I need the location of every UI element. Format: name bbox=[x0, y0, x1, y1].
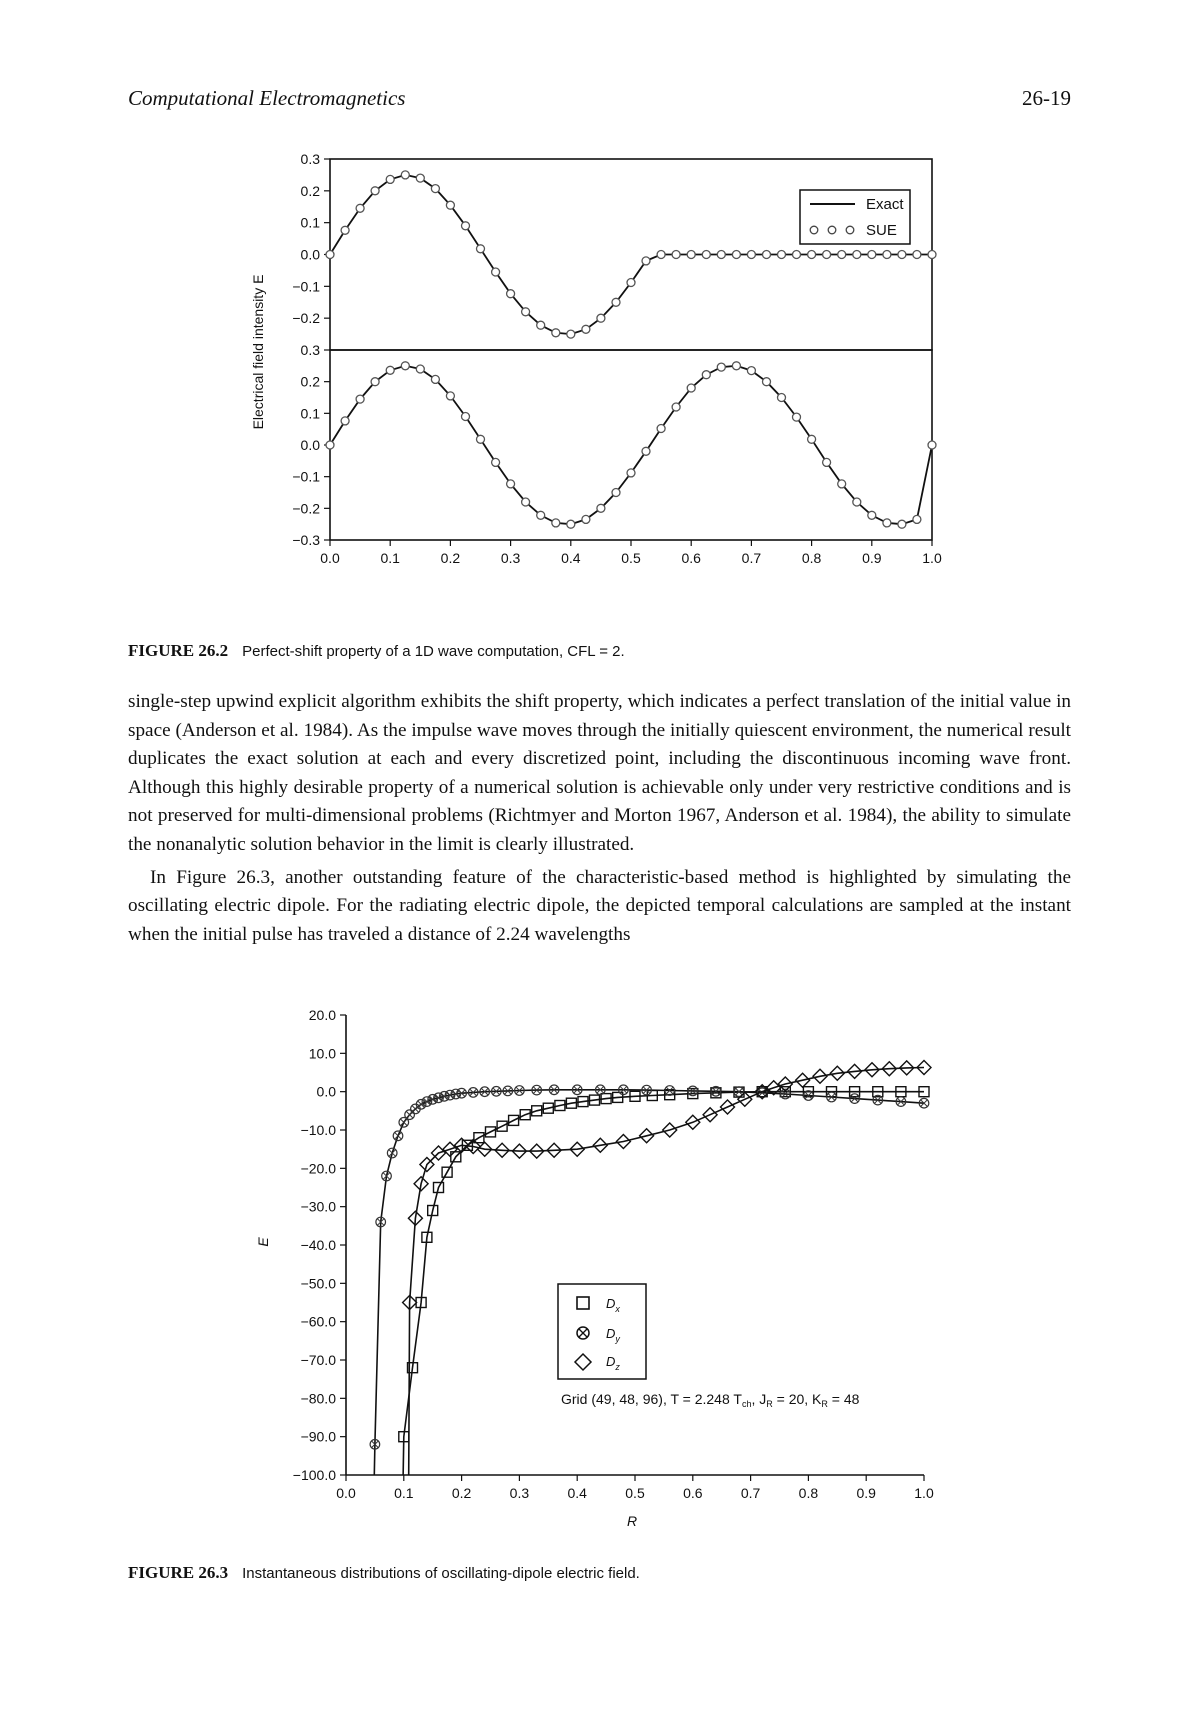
fig3-ytick-label: −70.0 bbox=[300, 1352, 336, 1368]
fig2-bottom-sue-point bbox=[702, 371, 710, 379]
fig2-top-sue-point bbox=[868, 251, 876, 259]
fig3-ytick-label: −20.0 bbox=[300, 1160, 336, 1177]
fig3-legend-dx-sub: x bbox=[615, 1304, 620, 1314]
fig3-x-axis-label: R bbox=[626, 1513, 638, 1529]
fig2-top-sue-point bbox=[446, 201, 454, 209]
figure-26-3-caption bbox=[128, 1563, 640, 1583]
fig2-top-sue-point bbox=[552, 329, 560, 337]
running-head-title: Computational Electromagnetics bbox=[128, 86, 406, 110]
fig2-bottom-sue-point bbox=[416, 365, 424, 373]
fig2-bottom-sue-point bbox=[913, 515, 921, 523]
fig3-ytick-label: 20.0 bbox=[308, 1007, 336, 1023]
page-number: 26-19 bbox=[1022, 86, 1071, 110]
fig2-top-sue-point bbox=[793, 251, 801, 259]
fig2-top-sue-point bbox=[522, 308, 530, 316]
fig2-bottom-sue-point bbox=[687, 384, 695, 392]
fig2-top-sue-point bbox=[326, 251, 334, 259]
fig2-top-sue-point bbox=[838, 251, 846, 259]
fig2-top-sue-point bbox=[567, 330, 575, 338]
fig3-annotation-tail3: = 48 bbox=[827, 1391, 860, 1407]
fig2-bottom-sue-point bbox=[808, 435, 816, 443]
fig3-ytick-label: −40.0 bbox=[300, 1237, 336, 1253]
fig2-top-sue-point bbox=[462, 222, 470, 230]
fig3-xtick-label: 0.1 bbox=[394, 1485, 414, 1501]
fig2-bottom-sue-point bbox=[341, 417, 349, 425]
fig2-top-sue-point bbox=[401, 171, 409, 179]
fig2-xtick-label: 0.8 bbox=[801, 550, 822, 566]
fig2-top-sue-point bbox=[702, 251, 710, 259]
fig3-y-axis-label: E bbox=[255, 1237, 271, 1247]
fig3-xtick-label: 1.0 bbox=[914, 1485, 934, 1501]
fig2-bottom-sue-point bbox=[492, 458, 500, 466]
fig2-bottom-sue-point bbox=[732, 362, 740, 370]
fig3-ytick-label: 10.0 bbox=[308, 1045, 336, 1062]
fig2-bottom-ytick-label: 0.0 bbox=[300, 437, 320, 453]
fig2-xtick-label: 0.4 bbox=[561, 550, 581, 566]
fig2-bottom-sue-point bbox=[853, 498, 861, 506]
fig2-bottom-sue-point bbox=[612, 489, 620, 497]
fig3-ytick-label: −30.0 bbox=[300, 1198, 336, 1215]
fig2-bottom-sue-point bbox=[582, 515, 590, 523]
fig3-ytick-label: 0.0 bbox=[316, 1083, 336, 1100]
fig2-xtick-label: 0.5 bbox=[621, 550, 641, 566]
fig2-top-ytick-label: 0.1 bbox=[300, 214, 320, 231]
fig3-xtick-label: 0.6 bbox=[683, 1485, 703, 1501]
fig2-top-sue-point bbox=[928, 251, 936, 259]
fig3-xtick-label: 0.8 bbox=[798, 1485, 819, 1501]
fig2-bottom-sue-point bbox=[868, 511, 876, 519]
fig2-xtick-label: 0.1 bbox=[380, 550, 400, 566]
fig3-legend-dz-sub: z bbox=[615, 1362, 620, 1372]
figure-26-3-chart bbox=[0, 996, 1200, 1536]
fig3-annotation-main: Grid (49, 48, 96), T = 2.248 T bbox=[561, 1391, 742, 1407]
fig2-top-sue-point bbox=[492, 268, 500, 276]
fig2-bottom-sue-point bbox=[597, 504, 605, 512]
fig3-xtick-label: 0.9 bbox=[856, 1485, 876, 1501]
fig3-legend-dy-sub: y bbox=[615, 1334, 620, 1344]
fig3-caption-label: FIGURE 26.3 bbox=[128, 1563, 229, 1582]
fig3-legend bbox=[558, 1284, 646, 1379]
fig3-dy-point bbox=[387, 1148, 397, 1158]
fig2-bottom-sue-point bbox=[642, 447, 650, 455]
fig3-xtick-label: 0.7 bbox=[740, 1485, 761, 1501]
fig2-bottom-ytick-label: −0.3 bbox=[292, 532, 320, 548]
fig3-annotation-sub3: R bbox=[821, 1399, 828, 1409]
fig2-bottom-sue-point bbox=[883, 519, 891, 527]
fig2-bottom-sue-point bbox=[657, 425, 665, 433]
fig3-annotation-tail: , J bbox=[751, 1391, 767, 1407]
fig2-top-sue-point bbox=[913, 251, 921, 259]
fig2-y-axis-label: Electrical field intensity E bbox=[250, 274, 266, 430]
fig2-bottom-sue-point bbox=[326, 441, 334, 449]
fig2-xtick-label: 0.3 bbox=[500, 550, 521, 566]
fig2-top-sue-point bbox=[657, 251, 665, 259]
fig2-xtick-label: 0.7 bbox=[741, 550, 762, 566]
fig2-top-sue-point bbox=[747, 251, 755, 259]
fig2-top-sue-point bbox=[371, 187, 379, 195]
fig2-top-sue-point bbox=[356, 204, 364, 212]
fig2-bottom-sue-point bbox=[763, 378, 771, 386]
fig2-top-sue-point bbox=[763, 251, 771, 259]
fig2-bottom-sue-point bbox=[431, 375, 439, 383]
fig2-bottom-sue-point bbox=[522, 498, 530, 506]
fig2-bottom-sue-point bbox=[371, 378, 379, 386]
fig2-top-sue-point bbox=[883, 251, 891, 259]
fig2-bottom-ytick-label: −0.1 bbox=[292, 468, 320, 485]
fig3-annotation-tail2: = 20, K bbox=[772, 1391, 822, 1407]
fig2-bottom-sue-point bbox=[462, 413, 470, 421]
fig2-top-sue-point bbox=[612, 298, 620, 306]
fig2-top-sue-point bbox=[431, 185, 439, 193]
fig2-bottom-sue-point bbox=[793, 413, 801, 421]
fig2-bottom-sue-point bbox=[823, 458, 831, 466]
fig3-ytick-label: −100.0 bbox=[292, 1467, 336, 1483]
fig2-bottom-sue-point bbox=[898, 520, 906, 528]
running-head bbox=[128, 86, 1071, 116]
fig2-top-sue-point bbox=[778, 251, 786, 259]
fig2-caption-text: Perfect-shift property of a 1D wave computation, CFL = 2. bbox=[242, 643, 625, 660]
fig3-annotation bbox=[561, 1391, 860, 1409]
fig3-legend-dx: D bbox=[606, 1296, 616, 1311]
figure-26-2-chart bbox=[0, 140, 1200, 620]
fig2-bottom-sue-point bbox=[928, 441, 936, 449]
fig2-legend-exact: Exact bbox=[866, 196, 904, 213]
fig2-top-sue-point bbox=[717, 251, 725, 259]
fig2-xtick-label: 1.0 bbox=[922, 550, 942, 566]
fig2-top-ytick-label: −0.1 bbox=[292, 278, 320, 295]
fig2-top-sue-point bbox=[597, 314, 605, 322]
fig3-xtick-label: 0.5 bbox=[625, 1485, 645, 1501]
fig2-legend-sue: SUE bbox=[866, 222, 897, 239]
fig2-top-sue-point bbox=[582, 325, 590, 333]
fig2-bottom-ytick-label: 0.2 bbox=[300, 373, 320, 390]
fig3-annotation-sub2: R bbox=[766, 1399, 773, 1409]
fig3-xtick-label: 0.0 bbox=[336, 1485, 356, 1501]
fig2-bottom-sue-point bbox=[446, 392, 454, 400]
paragraph-1: single-step upwind explicit algorithm exhibits the shift property, which indicates a perfect translation of the initial value in space (Anderson et al. 1984). As the impulse wave moves through the initially quiescent environment, the numerical result duplicates the exact solution at each and every discretized point, including the discontinuous incoming wave front. Although this highly desirable property of a numerical solution is achievable only under very restrictive conditions and is not preserved for multi-dimensional problems (Richtmyer and Morton 1967, Anderson et al. 1984), the ability to simulate the nonanalytic solution behavior in the limit is clearly illustrated. bbox=[128, 691, 1071, 855]
fig2-top-ytick-label: −0.2 bbox=[292, 310, 320, 327]
fig2-top-ytick-label: 0.0 bbox=[300, 246, 320, 263]
fig3-xtick-label: 0.4 bbox=[567, 1485, 587, 1501]
fig2-bottom-sue-point bbox=[552, 519, 560, 527]
fig2-bottom-sue-point bbox=[477, 435, 485, 443]
fig2-bottom-sue-point bbox=[627, 469, 635, 477]
fig2-bottom-exact-line bbox=[330, 366, 932, 524]
fig2-top-sue-point bbox=[823, 251, 831, 259]
fig2-top-sue-point bbox=[627, 279, 635, 287]
fig2-bottom-ytick-label: 0.1 bbox=[300, 405, 320, 422]
fig2-xtick-label: 0.0 bbox=[320, 550, 340, 566]
fig2-top-sue-point bbox=[341, 226, 349, 234]
fig2-top-sue-point bbox=[386, 175, 394, 183]
fig2-top-sue-point bbox=[642, 257, 650, 265]
figure-26-2-caption bbox=[128, 641, 625, 661]
fig3-annotation-sub: ch bbox=[741, 1399, 752, 1409]
fig3-ytick-label: −60.0 bbox=[300, 1313, 336, 1330]
fig2-xtick-label: 0.2 bbox=[440, 550, 461, 566]
fig2-legend bbox=[800, 190, 910, 244]
fig2-caption-label: FIGURE 26.2 bbox=[128, 641, 229, 660]
fig2-top-sue-point bbox=[416, 174, 424, 182]
fig2-top-sue-point bbox=[808, 251, 816, 259]
fig2-top-sue-point bbox=[477, 245, 485, 253]
fig2-top-sue-point bbox=[853, 251, 861, 259]
fig2-bottom-sue-point bbox=[537, 511, 545, 519]
fig2-bottom-ytick-label: 0.3 bbox=[300, 342, 320, 358]
fig3-caption-text: Instantaneous distributions of oscillating-dipole electric field. bbox=[242, 1565, 640, 1582]
fig2-xtick-label: 0.6 bbox=[681, 550, 701, 566]
paragraph-2: In Figure 26.3, another outstanding feature of the characteristic-based method is highlighted by simulating the oscillating electric dipole. For the radiating electric dipole, the depicted temporal calculations are sampled at the instant when the initial pulse has traveled a distance of 2.24 wavelengths bbox=[128, 866, 1071, 945]
fig3-xtick-label: 0.2 bbox=[451, 1485, 472, 1501]
fig3-ytick-label: −80.0 bbox=[300, 1390, 336, 1407]
fig2-top-sue-point bbox=[898, 251, 906, 259]
fig2-bottom-sue-point bbox=[356, 395, 364, 403]
fig3-ytick-label: −10.0 bbox=[300, 1122, 336, 1138]
body-text bbox=[128, 688, 1071, 949]
fig2-bottom-sue-point bbox=[672, 403, 680, 411]
fig2-bottom-sue-point bbox=[401, 362, 409, 370]
fig2-bottom-sue-point bbox=[747, 367, 755, 375]
fig2-bottom-ytick-label: −0.2 bbox=[292, 500, 320, 517]
fig2-top-ytick-label: 0.2 bbox=[300, 182, 320, 199]
fig3-legend-dy: D bbox=[606, 1326, 616, 1341]
fig2-top-sue-point bbox=[672, 251, 680, 259]
fig2-bottom-sue-point bbox=[567, 520, 575, 528]
fig3-ytick-label: −90.0 bbox=[300, 1428, 336, 1445]
fig3-ytick-label: −50.0 bbox=[300, 1275, 336, 1292]
fig3-dy-point bbox=[393, 1131, 403, 1141]
fig2-bottom-sue-point bbox=[838, 480, 846, 488]
fig2-panel-bottom-frame bbox=[330, 350, 932, 540]
fig2-xtick-label: 0.9 bbox=[862, 550, 882, 566]
fig2-bottom-sue-point bbox=[507, 480, 515, 488]
fig2-bottom-sue-point bbox=[386, 366, 394, 374]
fig3-xtick-label: 0.3 bbox=[509, 1485, 530, 1501]
fig2-top-sue-point bbox=[732, 251, 740, 259]
fig3-legend-dz: D bbox=[606, 1354, 616, 1369]
fig2-top-ytick-label: 0.3 bbox=[300, 151, 320, 167]
fig2-bottom-sue-point bbox=[778, 394, 786, 402]
fig2-top-sue-point bbox=[507, 290, 515, 298]
fig2-top-sue-point bbox=[537, 321, 545, 329]
fig2-bottom-sue-point bbox=[717, 363, 725, 371]
fig2-top-sue-point bbox=[687, 251, 695, 259]
